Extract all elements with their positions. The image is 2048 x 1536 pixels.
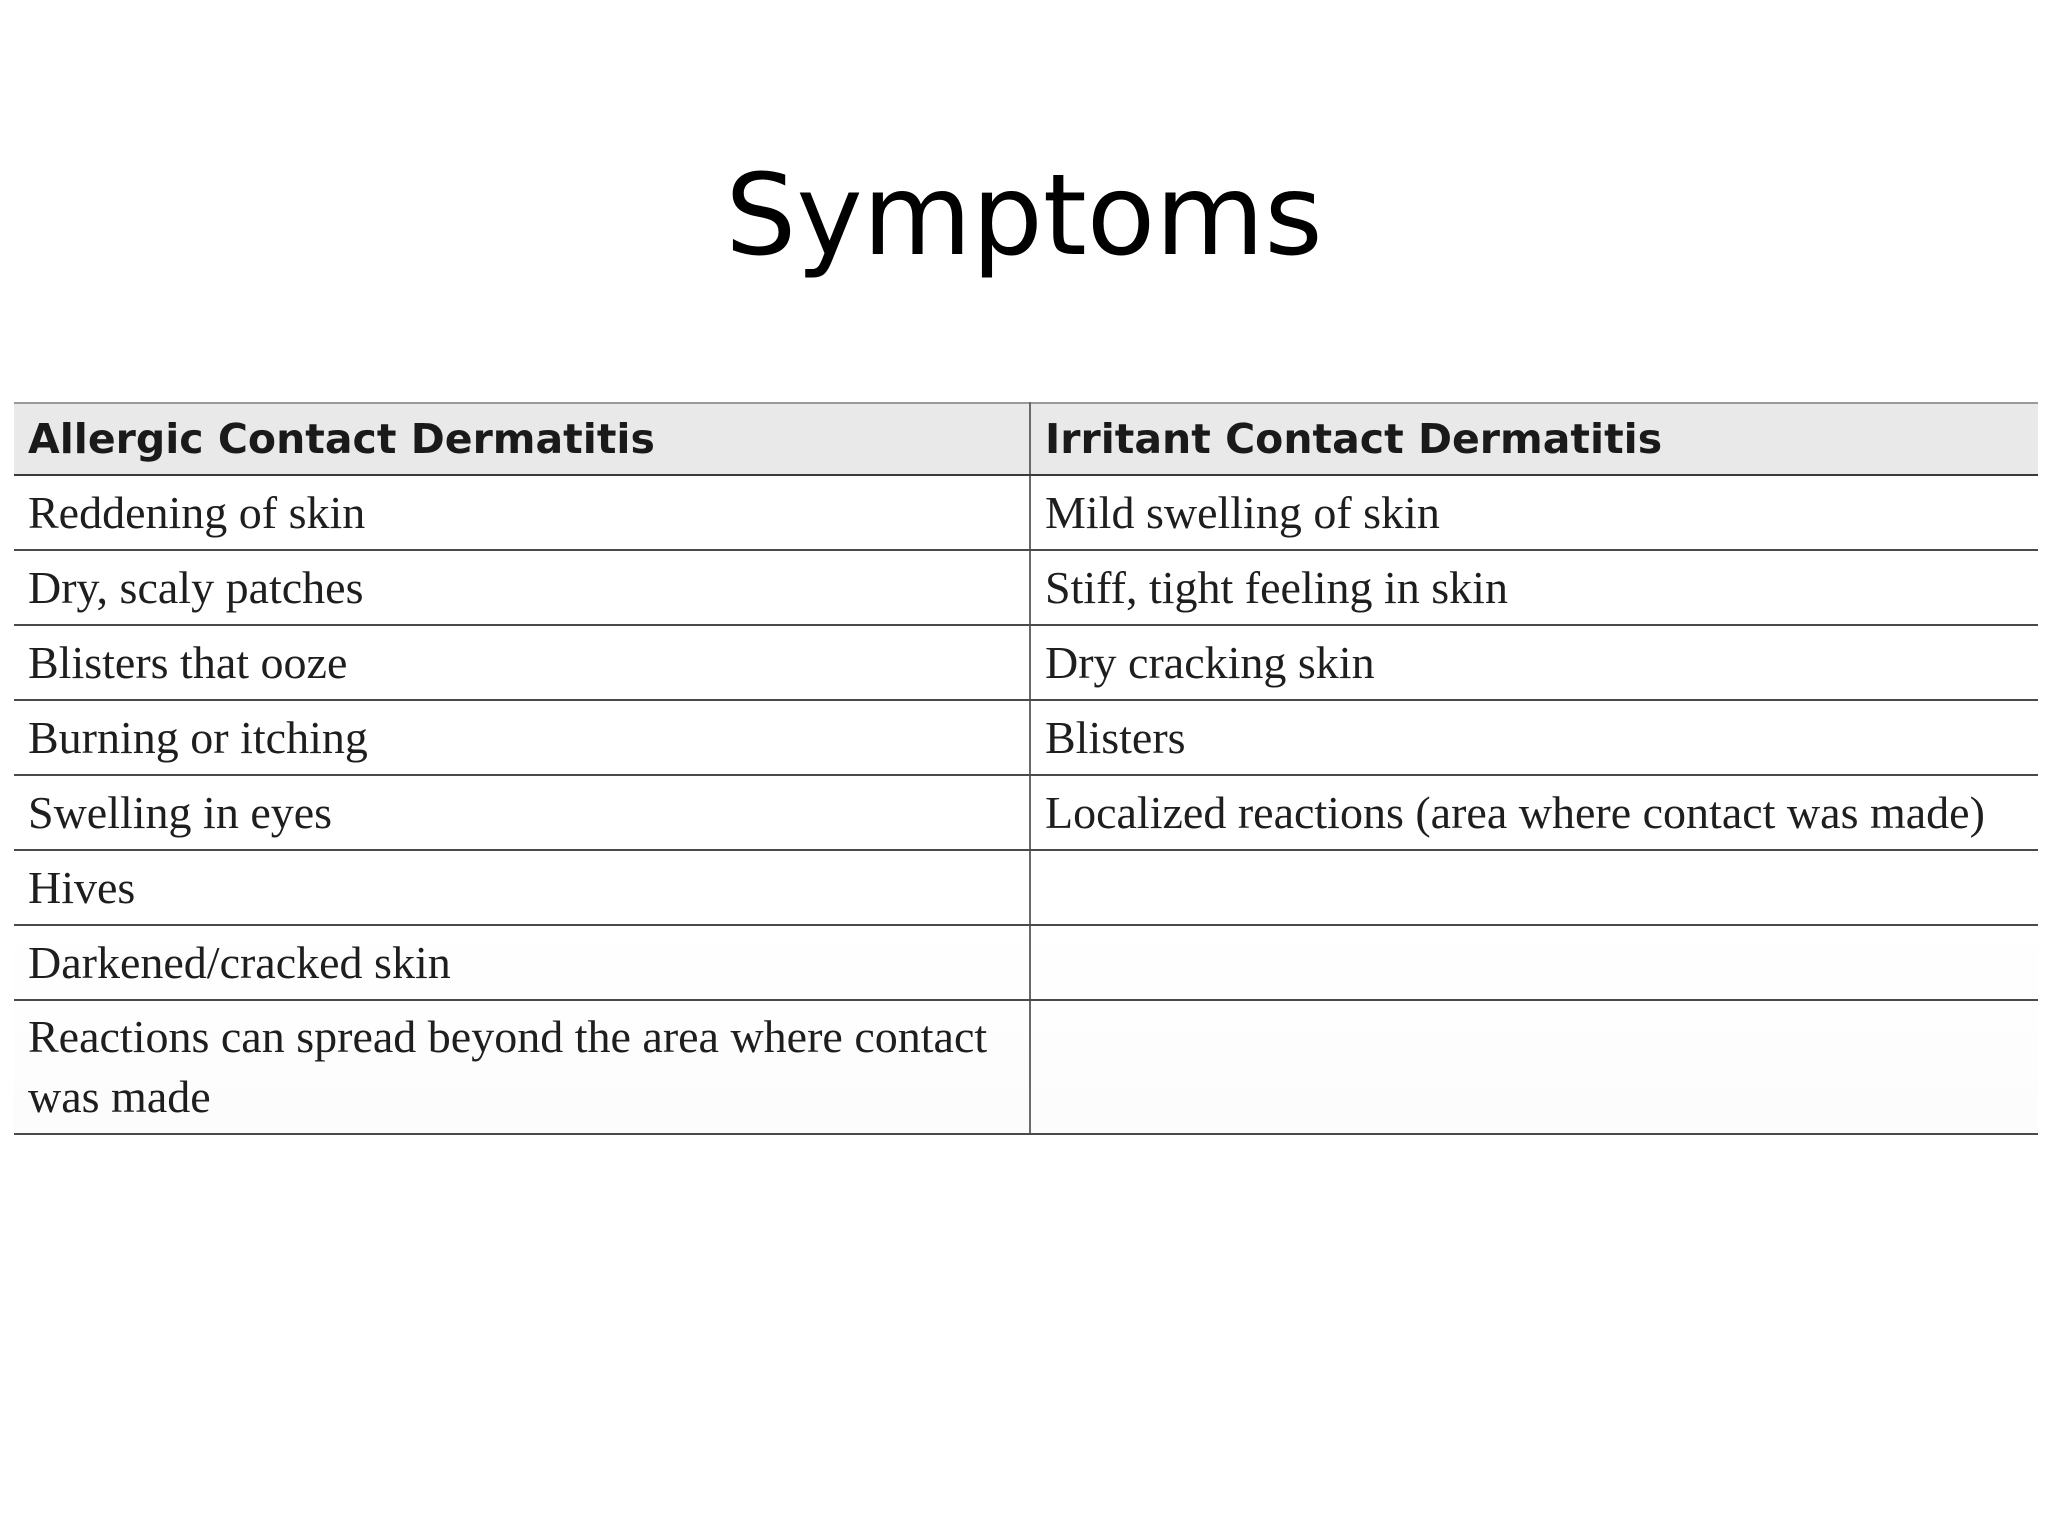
table-row	[14, 925, 2038, 1000]
irritant-symptom-cell: Dry cracking skin	[1030, 625, 2038, 700]
symptoms-table	[14, 402, 2038, 1135]
allergic-symptom-cell: Burning or itching	[14, 700, 1030, 775]
allergic-symptom-cell: Dry, scaly patches	[14, 550, 1030, 625]
irritant-symptom-cell	[1030, 925, 2038, 1000]
table-row	[14, 625, 2038, 700]
allergic-symptom-cell: Reactions can spread beyond the area where contact was made	[14, 1000, 1030, 1134]
irritant-symptom-cell	[1030, 850, 2038, 925]
irritant-symptom-cell	[1030, 1000, 2038, 1134]
allergic-symptom-cell: Reddening of skin	[14, 475, 1030, 550]
allergic-symptom-cell: Blisters that ooze	[14, 625, 1030, 700]
table-row	[14, 475, 2038, 550]
allergic-symptom-cell: Darkened/cracked skin	[14, 925, 1030, 1000]
irritant-symptom-cell: Blisters	[1030, 700, 2038, 775]
allergic-symptom-cell: Hives	[14, 850, 1030, 925]
irritant-symptom-cell: Localized reactions (area where contact was made)	[1030, 775, 2038, 850]
table-row	[14, 700, 2038, 775]
irritant-symptom-cell: Mild swelling of skin	[1030, 475, 2038, 550]
table-header-row	[14, 403, 2038, 475]
table-row	[14, 775, 2038, 850]
table-row	[14, 1000, 2038, 1134]
column-header-irritant: Irritant Contact Dermatitis	[1030, 403, 2038, 475]
table-row	[14, 850, 2038, 925]
allergic-symptom-cell: Swelling in eyes	[14, 775, 1030, 850]
slide-title: Symptoms	[725, 151, 1323, 281]
table-row	[14, 550, 2038, 625]
symptoms-table-container	[14, 402, 2038, 1135]
irritant-symptom-cell: Stiff, tight feeling in skin	[1030, 550, 2038, 625]
column-header-allergic: Allergic Contact Dermatitis	[14, 403, 1030, 475]
